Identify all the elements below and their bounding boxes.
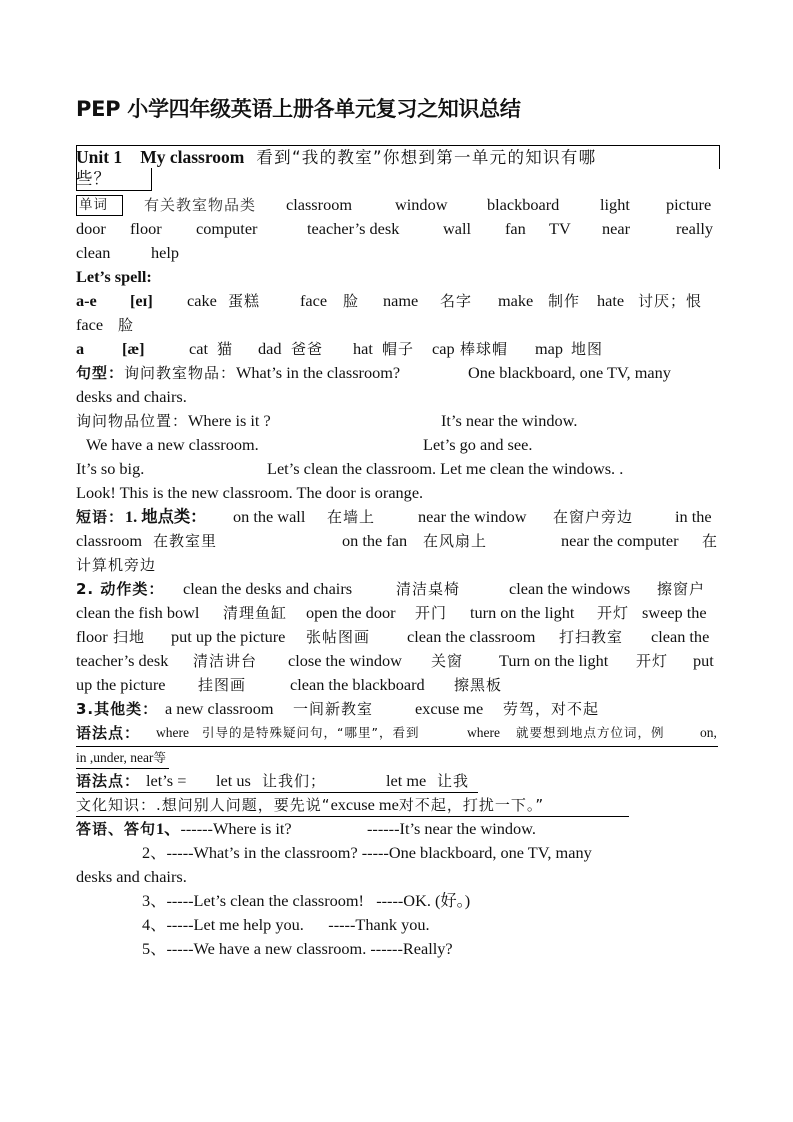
qa-answer: ------It’s near the window.: [367, 819, 536, 838]
spell-word-cn: 讨厌；恨: [638, 292, 703, 310]
phrase-text: a new classroom: [165, 699, 274, 718]
phrase-cn: 在教室里: [153, 532, 218, 550]
spell-word-cn: 脸: [343, 292, 360, 310]
spell-ae-key: a-e: [76, 291, 97, 310]
sentences-line-5: [76, 458, 718, 480]
sentence-text: What’s in the classroom?: [236, 363, 401, 382]
qa-answer: -----OK. (好。): [376, 891, 471, 910]
spell-word-cn: 制作: [548, 292, 581, 310]
qa-question: ------Where is it?: [180, 819, 292, 838]
phrase-text: turn on the light: [470, 603, 575, 622]
words-line-2: [76, 218, 718, 240]
words-line-3: [76, 242, 718, 264]
grammar-text-cn: 就要想到地点方位词，例: [516, 725, 665, 740]
unit-heading-line: [76, 146, 718, 168]
phrase-text: teacher’s desk: [76, 651, 169, 670]
sentence-text: Where is it ?: [188, 411, 271, 430]
phrase-cn: 在窗户旁边: [553, 508, 634, 526]
spell-a-key: a: [76, 339, 85, 358]
word-item: floor: [130, 219, 162, 238]
phrase-cn: 开灯: [597, 604, 630, 622]
phrases-label: 短语：: [76, 508, 125, 526]
qa-line-4-text: [142, 914, 430, 936]
phrase-text: excuse me: [415, 699, 484, 718]
word-item: picture: [666, 195, 712, 214]
phrase-cn: 打扫教室: [559, 628, 624, 646]
qa-number: 1、: [156, 819, 181, 838]
phrase-text: sweep the: [642, 603, 707, 622]
phrases-line-4: [76, 578, 718, 600]
word-item: classroom: [286, 195, 353, 214]
phrase-cn: 关窗: [431, 652, 464, 670]
unit-label: Unit 1: [76, 147, 123, 167]
qa-line-1: [76, 818, 718, 840]
spell-word: face: [76, 315, 104, 334]
word-item: near: [602, 219, 631, 238]
grammar-text: let us: [216, 771, 251, 790]
phrase-cn: 劳驾，对不起: [503, 700, 600, 718]
phrases-line-5: [76, 602, 718, 624]
underline: [76, 768, 169, 769]
grammar-text: in ,under, near: [76, 750, 154, 765]
phrase-text: clean the classroom: [407, 627, 536, 646]
grammar-line-3: [76, 770, 718, 792]
qa-number: 5、: [142, 939, 167, 958]
spell-word-cn: 爸爸: [291, 340, 324, 358]
culture-line: [76, 794, 718, 816]
phrases-line-1: [76, 506, 718, 528]
qa-answer: ------Really?: [370, 939, 453, 958]
phrase-text: clean the: [651, 627, 710, 646]
spell-word-cn: 脸: [118, 316, 135, 334]
qa-line-5-text: [142, 938, 453, 960]
word-item: wall: [443, 219, 472, 238]
qa-number: 2、: [142, 843, 167, 862]
culture-text: .想问别人问题，要先说“: [156, 796, 331, 814]
word-item: window: [395, 195, 448, 214]
grammar-label: 语法点：: [76, 772, 141, 790]
qa-question: -----Let me help you.: [166, 915, 304, 934]
spell-ae-cont: [76, 314, 718, 336]
spell-word-cn: 帽子: [382, 340, 415, 358]
grammar-line-2: [76, 746, 718, 768]
phrase-cn: 挂图画: [198, 676, 247, 694]
spell-word-cn: 猫: [217, 340, 234, 358]
qa-number: 3、: [142, 891, 167, 910]
phrase-text: classroom: [76, 531, 143, 550]
word-item: TV: [549, 219, 571, 238]
sentences-label: 句型：: [76, 364, 125, 382]
grammar-label: 语法点：: [76, 724, 141, 742]
phrase-cn: 开灯: [636, 652, 669, 670]
word-item: door: [76, 219, 106, 238]
qa-line-5: [76, 938, 718, 960]
phrase-text: clean the fish bowl: [76, 603, 200, 622]
phrase-text: floor: [76, 627, 108, 646]
spell-word: dad: [258, 339, 282, 358]
grammar-text: where: [467, 725, 500, 740]
word-item: teacher’s desk: [307, 219, 400, 238]
phrase-cn: 计算机旁边: [76, 556, 157, 574]
spell-word: hate: [597, 291, 625, 310]
phrase-text: in the: [675, 507, 712, 526]
sentence-text: desks and chairs.: [76, 387, 187, 406]
sentences-ask-items: 询问教室物品：: [124, 364, 237, 382]
phrase-text: clean the desks and chairs: [183, 579, 353, 598]
spell-ae-ipa: [eɪ]: [130, 291, 153, 310]
sentences-line-1: [76, 362, 718, 384]
sentence-text: Look! This is the new classroom. The door is orange.: [76, 483, 424, 502]
phrase-text: up the picture: [76, 675, 166, 694]
phrases-cat3: 3.其他类：: [76, 700, 159, 718]
underline: [76, 816, 629, 817]
qa-question: -----What’s in the classroom?: [166, 843, 358, 862]
culture-text: 对不起，打扰一下。”: [398, 796, 545, 814]
phrase-text: put: [693, 651, 714, 670]
word-item: clean: [76, 243, 111, 262]
qa-number: 4、: [142, 915, 167, 934]
phrase-text: clean the windows: [509, 579, 631, 598]
unit-name: My classroom: [140, 147, 245, 167]
grammar-text: where: [156, 725, 189, 740]
unit-question-cont: [76, 168, 718, 190]
spell-word: name: [383, 291, 419, 310]
phrases-line-8: [76, 674, 718, 696]
qa-line-2-text: [142, 842, 592, 864]
phrase-text: Turn on the light: [499, 651, 609, 670]
phrase-text: open the door: [306, 603, 396, 622]
qa-line-4: [76, 914, 718, 936]
qa-line-2: [76, 842, 718, 864]
culture-label: 文化知识：: [76, 796, 157, 814]
phrase-text: clean the blackboard: [290, 675, 425, 694]
spell-word: make: [498, 291, 534, 310]
phrase-text: on the wall: [233, 507, 306, 526]
phrase-cn: 张帖图画: [306, 628, 371, 646]
spell-word-cn: 地图: [571, 340, 604, 358]
sentence-text: It’s so big.: [76, 459, 145, 478]
qa-question: -----Let’s clean the classroom!: [166, 891, 364, 910]
spell-word: hat: [353, 339, 373, 358]
sentences-line-4: [76, 434, 718, 456]
spell-word-cn: 棒球帽: [460, 340, 509, 358]
grammar-text-cn: 引导的是特殊疑问句，“哪里”，看到: [202, 725, 420, 740]
sentences-ask-pos: 询问物品位置：: [76, 412, 189, 430]
culture-text: excuse me: [330, 795, 399, 814]
qa-answer: -----Thank you.: [328, 915, 430, 934]
qa-answer-cont: desks and chairs.: [76, 867, 187, 886]
qa-label: 答语、答句: [76, 820, 157, 838]
spell-ae-line: [76, 290, 718, 312]
spell-word: cake: [187, 291, 217, 310]
phrase-cn: 在墙上: [327, 508, 376, 526]
word-item: really: [676, 219, 714, 238]
word-item: help: [151, 243, 180, 262]
words-category: 有关教室物品类: [144, 196, 257, 214]
sentence-text: It’s near the window.: [441, 411, 578, 430]
grammar-text: let’s =: [146, 771, 187, 790]
phrase-text: put up the picture: [171, 627, 286, 646]
phrase-cn: 擦窗户: [657, 580, 706, 598]
qa-line-3: [76, 890, 718, 912]
words-label: 单词: [79, 197, 108, 213]
phrases-cat1: 1. 地点类：: [125, 507, 207, 526]
spell-word: face: [300, 291, 328, 310]
word-item: blackboard: [487, 195, 560, 214]
phrase-cn: 开门: [415, 604, 448, 622]
qa-line-3-text: [142, 890, 470, 912]
spell-heading: Let’s spell:: [76, 267, 152, 286]
sentence-text: Let’s clean the classroom. Let me clean the windows. .: [267, 459, 624, 478]
word-item: fan: [505, 219, 526, 238]
phrase-text: near the computer: [561, 531, 679, 550]
word-item: light: [600, 195, 630, 214]
phrases-cat2: 2. 动作类：: [76, 580, 165, 598]
sentence-text: One blackboard, one TV, many: [468, 363, 671, 382]
unit-question-line1: 看到“我的教室”你想到第一单元的知识有哪: [256, 148, 597, 167]
grammar-text-cn: 等: [153, 750, 167, 765]
phrase-cn: 清洁讲台: [193, 652, 258, 670]
phrases-line-2: [76, 530, 718, 552]
phrase-text: on the fan: [342, 531, 408, 550]
phrases-line-6: [76, 626, 718, 648]
spell-word-cn: 名字: [440, 292, 473, 310]
spell-word: cap: [432, 339, 455, 358]
phrase-cn: 在: [702, 532, 719, 550]
grammar-text-cn: 让我: [437, 772, 470, 790]
spell-a-ipa: [æ]: [122, 339, 145, 358]
words-line-1: [76, 194, 718, 216]
sentence-text: Let’s go and see.: [423, 435, 533, 454]
unit-question-line2: 些？: [76, 169, 111, 188]
underline: [76, 792, 478, 793]
qa-question: -----We have a new classroom.: [166, 939, 367, 958]
phrases-line-7: [76, 650, 718, 672]
phrase-text: near the window: [418, 507, 527, 526]
grammar-text: let me: [386, 771, 427, 790]
phrase-cn: 在风扇上: [423, 532, 488, 550]
phrase-cn: 擦黑板: [454, 676, 503, 694]
phrase-cn: 清洁桌椅: [396, 580, 461, 598]
grammar-text: on,: [700, 725, 717, 740]
phrases-line-9: [76, 698, 718, 720]
phrase-cn: 清理鱼缸: [223, 604, 288, 622]
spell-word: cat: [189, 339, 208, 358]
phrase-text: close the window: [288, 651, 402, 670]
spell-a-line: [76, 338, 718, 360]
qa-answer: -----One blackboard, one TV, many: [361, 843, 592, 862]
grammar-line-1: [76, 722, 718, 744]
phrase-cn: 一间新教室: [293, 700, 374, 718]
spell-word: map: [535, 339, 564, 358]
sentences-line-3: [76, 410, 718, 432]
sentence-text: We have a new classroom.: [86, 435, 259, 454]
page-title: PEP 小学四年级英语上册各单元复习之知识总结: [76, 97, 521, 121]
phrase-cn: 扫地: [113, 628, 146, 646]
spell-word-cn: 蛋糕: [228, 292, 261, 310]
word-item: computer: [196, 219, 258, 238]
grammar-text-cn: 让我们；: [262, 772, 327, 790]
